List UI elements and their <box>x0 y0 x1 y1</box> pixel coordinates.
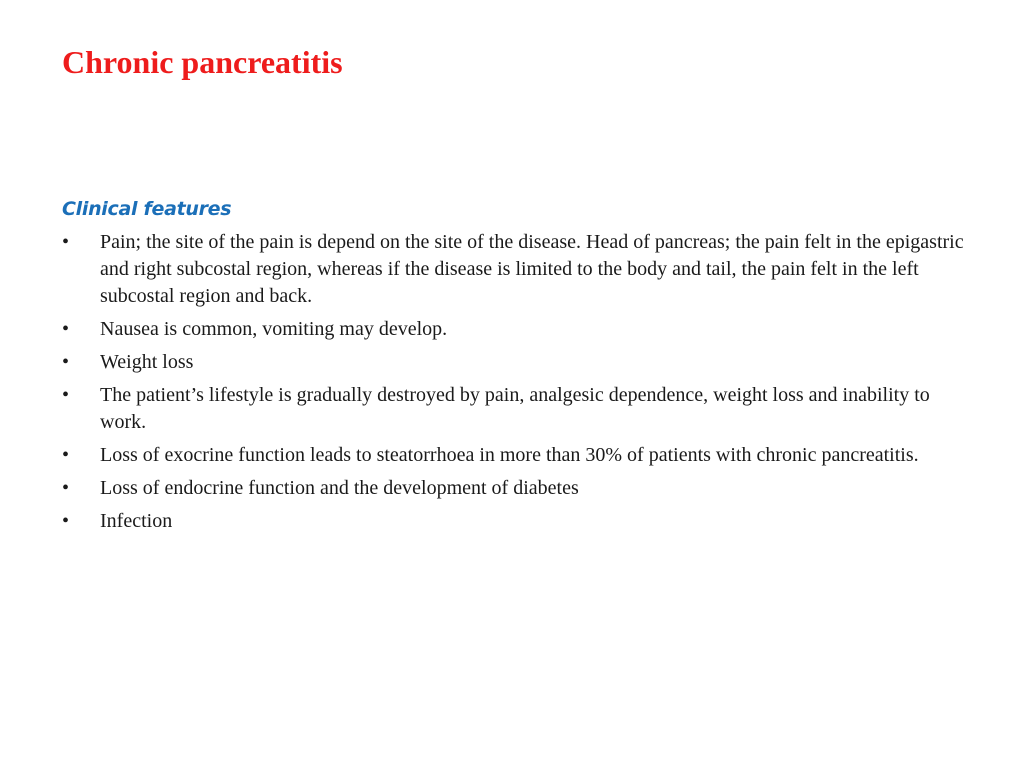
bullet-item <box>62 508 972 535</box>
bullet-icon: • <box>62 351 70 373</box>
bullet-item <box>62 229 972 310</box>
bullet-text: The patient’s lifestyle is gradually destroyed by pain, analgesic dependence, weight loss and inability to work. <box>100 384 930 433</box>
slide-content <box>62 195 972 541</box>
bullet-text: Loss of exocrine function leads to steatorrhoea in more than 30% of patients with chronic pancreatitis. <box>100 444 919 466</box>
bullet-text: Nausea is common, vomiting may develop. <box>100 318 448 340</box>
section-subheading: Clinical features <box>62 198 232 220</box>
bullet-list <box>62 229 972 535</box>
bullet-icon: • <box>62 477 70 499</box>
bullet-item <box>62 316 972 343</box>
bullet-icon: • <box>62 510 70 532</box>
slide-title: Chronic pancreatitis <box>62 44 343 80</box>
bullet-text: Infection <box>100 510 173 532</box>
bullet-item <box>62 349 972 376</box>
bullet-icon: • <box>62 318 70 340</box>
bullet-icon: • <box>62 444 70 466</box>
bullet-icon: • <box>62 231 70 253</box>
bullet-item <box>62 442 972 469</box>
bullet-item <box>62 382 972 436</box>
bullet-text: Loss of endocrine function and the development of diabetes <box>100 477 579 499</box>
bullet-icon: • <box>62 384 70 406</box>
bullet-text: Weight loss <box>100 351 194 373</box>
bullet-text: Pain; the site of the pain is depend on the site of the disease. Head of pancreas; the pain felt in the epigastric and right subcostal region, whereas if the disease is limited to the body and tail, the pain felt in the left subcostal region and back. <box>100 231 964 307</box>
bullet-item <box>62 475 972 502</box>
